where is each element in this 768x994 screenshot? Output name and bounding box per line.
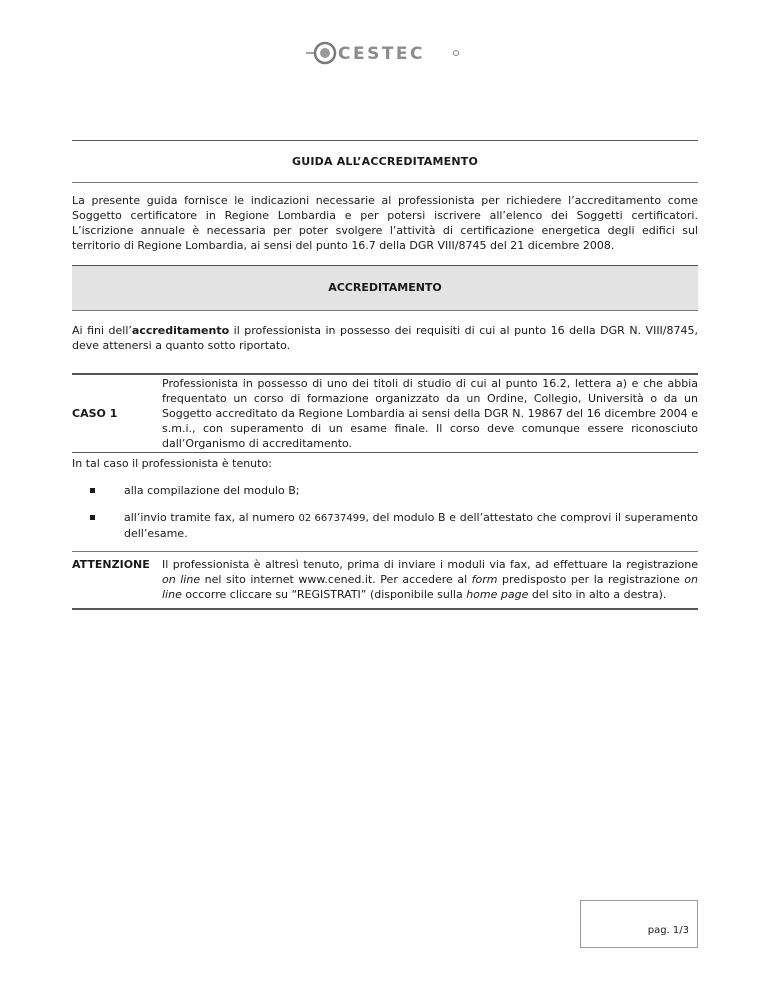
after-caso-text: In tal caso il professionista è tenuto: — [72, 457, 272, 470]
accreditamento-bold: accreditamento — [131, 324, 230, 337]
requirements-list — [72, 483, 698, 541]
attenzione-text: Il professionista è altresì tenuto, prima di inviare i moduli via fax, ad effettuare la registrazione on line nel sito internet www.cened.it. Per accedere al form predisposto per la registrazione on line occorre cliccare su “REGISTRATI” (disponibile sulla home page del sito in alto a destra). — [162, 558, 698, 601]
list-item: alla compilazione del modulo B; — [72, 483, 698, 498]
list-item: all’invio tramite fax, al numero 02 66737499, del modulo B e dell’attestato che comprovi il superamento dell’esame. — [72, 510, 698, 541]
caso1-text: Professionista in possesso di uno dei titoli di studio di cui al punto 16.2, lettera a) e che abbia frequentato un corso di formazione organizzato da un Ordine, Collegio, Università o da un Soggetto accreditato da Regione Lombardia ai sensi della DGR N. 19867 del 16 dicembre 2004 e s.m.i., con superamento di un esame finale. Il corso deve comunque essere riconosciuto dall’Organismo di accreditamento. — [162, 377, 698, 450]
caso1-label: CASO 1 — [72, 407, 118, 420]
page-number: pag. 1/3 — [580, 900, 698, 948]
cestec-logo — [306, 36, 462, 70]
section-heading: ACCREDITAMENTO — [72, 265, 698, 311]
intro-paragraph: La presente guida fornisce le indicazioni necessarie al professionista per richiedere l’accreditamento come Soggetto certificatore in Regione Lombardia e per potersi iscrivere all’elenco dei Soggetti certificatori. L’iscrizione annuale è necessaria per poter svolgere l’attività di certificazione energetica degli edifici sul territorio di Regione Lombardia, ai sensi del punto 16.7 della DGR VIII/8745 del 21 dicembre 2008. — [72, 194, 698, 252]
bullet-square-icon — [90, 515, 95, 520]
attenzione-box — [72, 551, 698, 610]
fax-number: 02 66737499 — [298, 513, 366, 524]
attenzione-label: ATTENZIONE — [72, 558, 150, 571]
guide-title: GUIDA ALL’ACCREDITAMENTO — [291, 155, 479, 168]
caso1-box — [72, 373, 698, 453]
accreditamento-paragraph: Ai fini dell’accreditamento il professionista in possesso dei requisiti di cui al punto 16 della DGR N. VIII/8745, deve attenersi a quanto sotto riportato. — [72, 324, 699, 352]
svg-text:CESTEC: CESTEC — [338, 44, 426, 64]
bullet-square-icon — [90, 488, 95, 493]
